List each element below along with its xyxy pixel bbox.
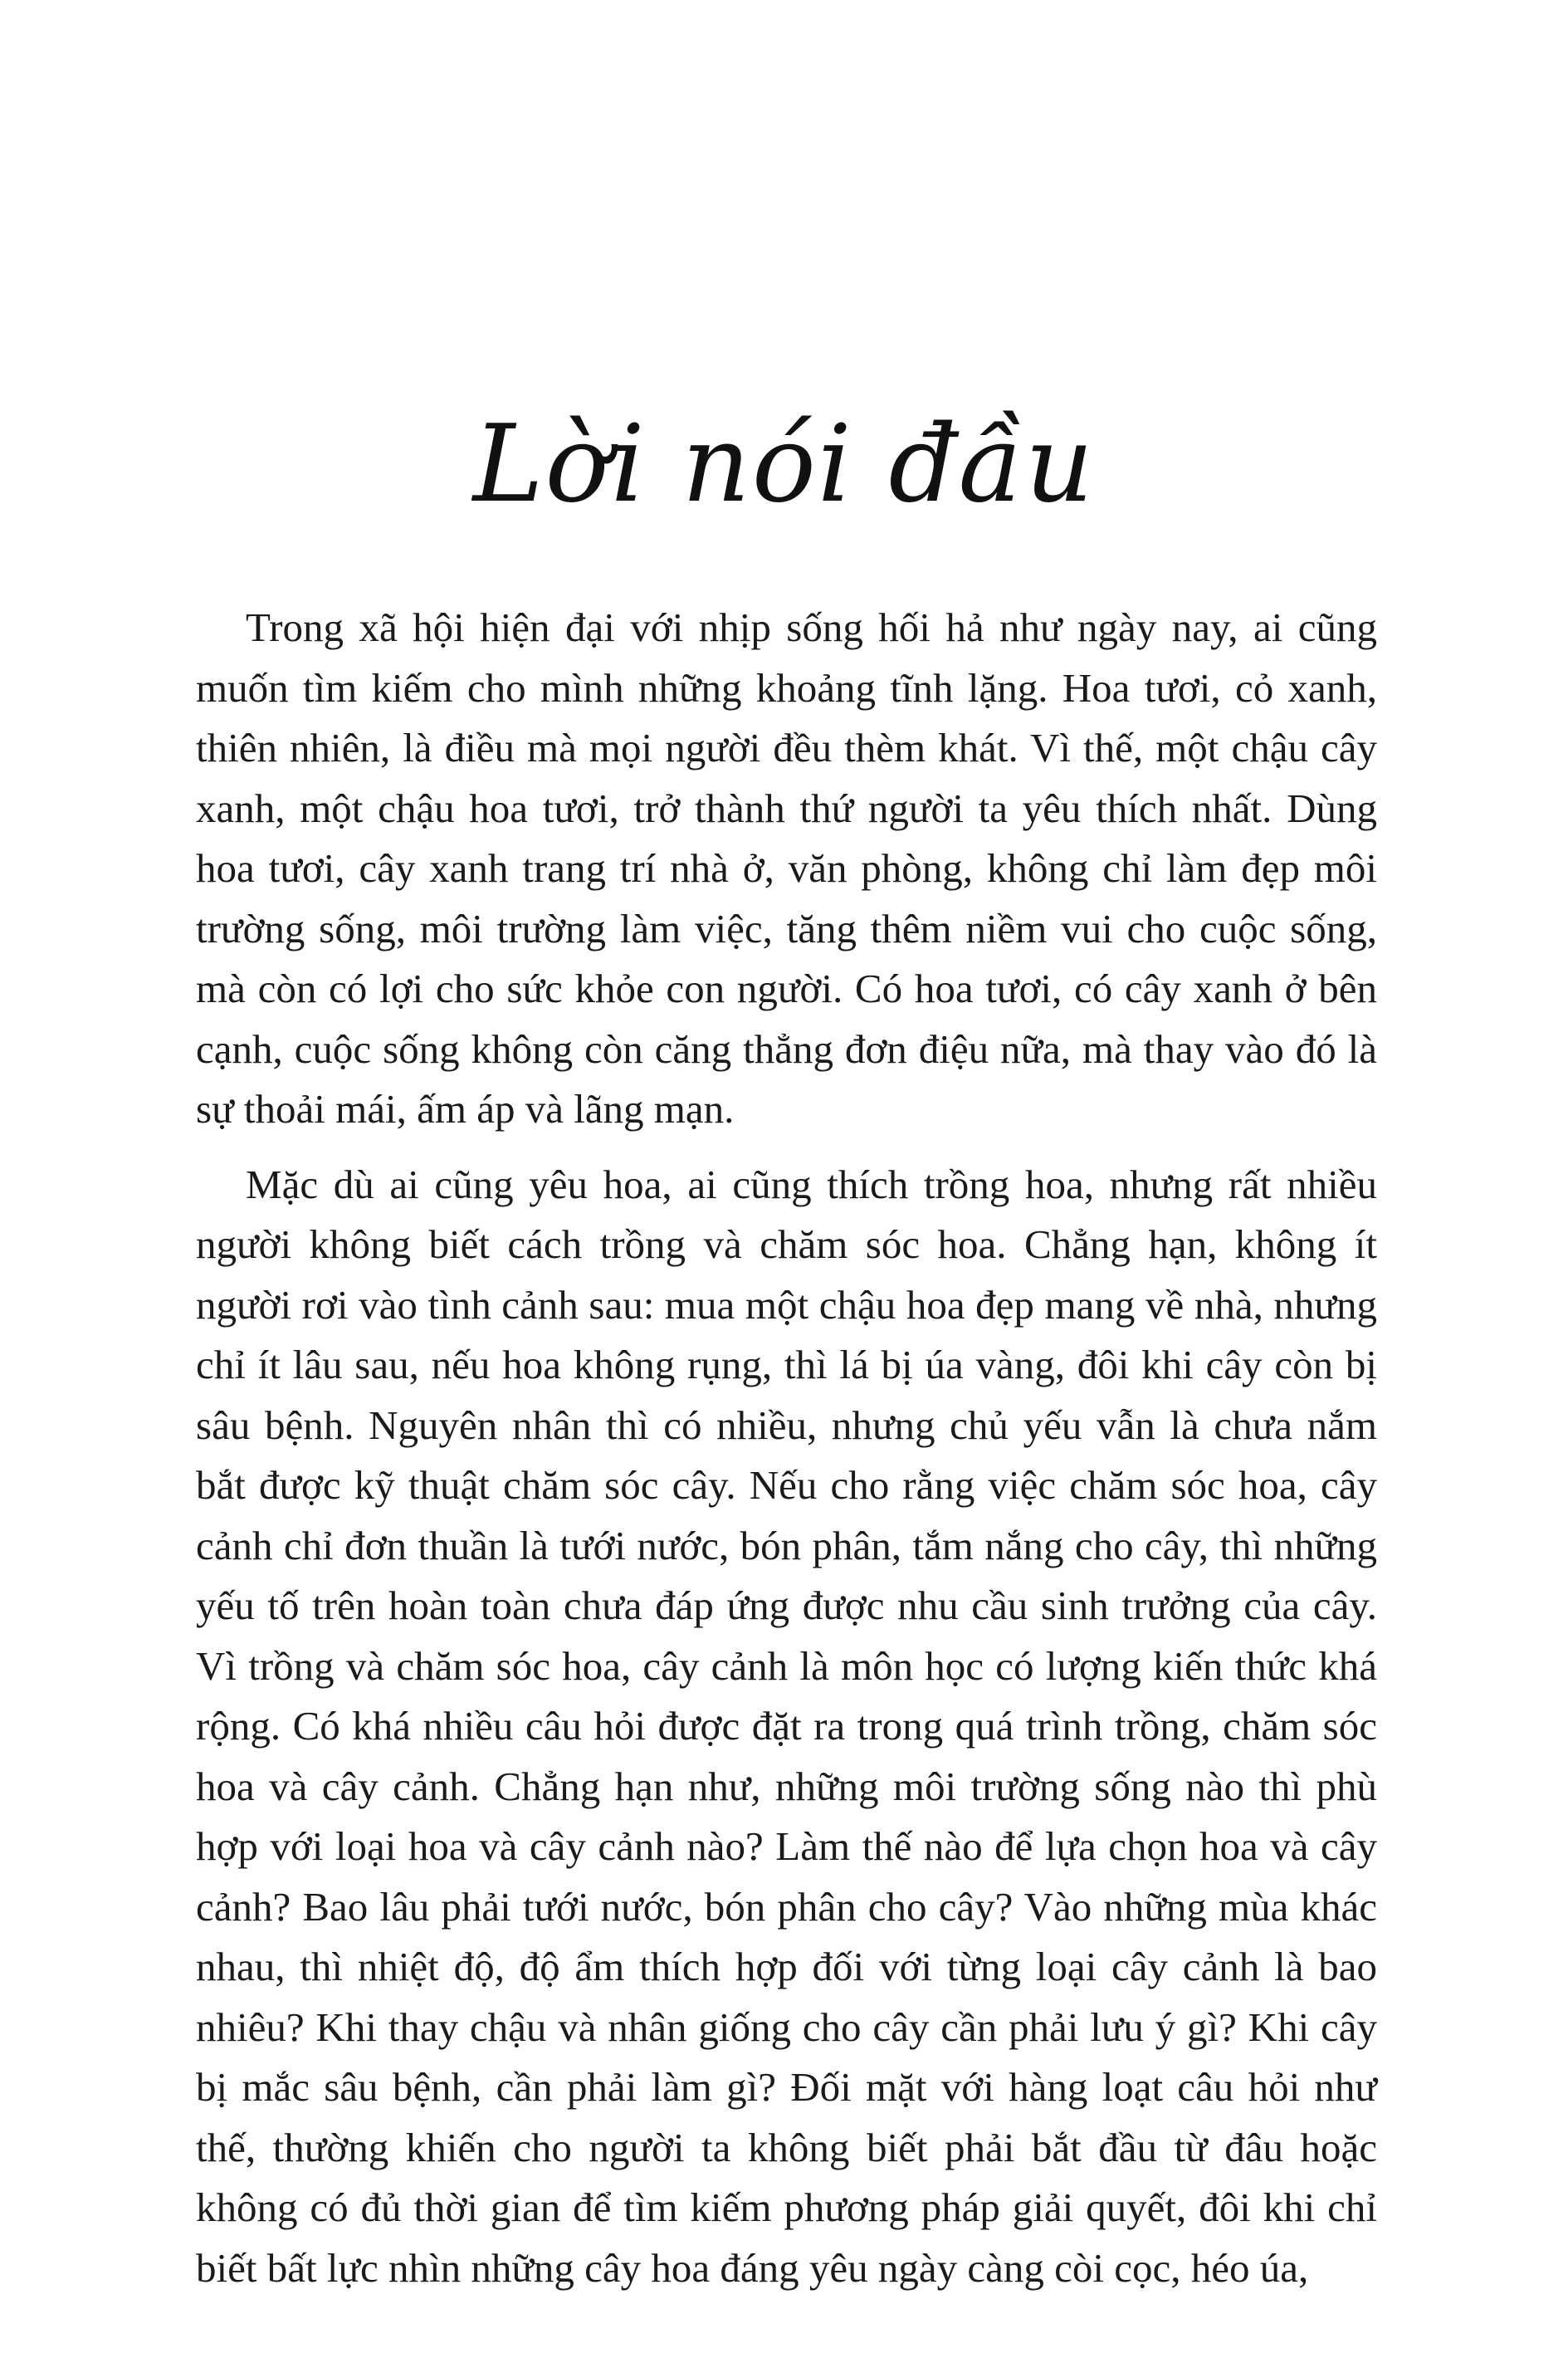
paragraph-2: Mặc dù ai cũng yêu hoa, ai cũng thích trồng hoa, nhưng rất nhiều người không biết cách trồng và chăm sóc hoa. Chẳng hạn, không ít người rơi vào tình cảnh sau: mua một chậu hoa đẹp mang về nhà, nhưng chỉ ít lâu sau, nếu hoa không rụng, thì lá bị úa vàng, đôi khi cây còn bị sâu bệnh. Nguyên nhân thì có nhiều, nhưng chủ yếu vẫn là chưa nắm bắt được kỹ thuật chăm sóc cây. Nếu cho rằng việc chăm sóc hoa, cây cảnh chỉ đơn thuần là tưới nước, bón phân, tắm nắng cho cây, thì những yếu tố trên hoàn toàn chưa đáp ứng được nhu cầu sinh trưởng của cây. Vì trồng và chăm sóc hoa, cây cảnh là môn học có lượng kiến thức khá rộng. Có khá nhiều câu hỏi được đặt ra trong quá trình trồng, chăm sóc hoa và cây cảnh. Chẳng hạn như, những môi trường sống nào thì phù hợp với loại hoa và cây cảnh nào? Làm thế nào để lựa chọn hoa và cây cảnh? Bao lâu phải tưới nước, bón phân cho cây? Vào những mùa khác nhau, thì nhiệt độ, độ ẩm thích hợp đối với từng loại cây cảnh là bao nhiêu? Khi thay chậu và nhân giống cho cây cần phải lưu ý gì? Khi cây bị mắc sâu bệnh, cần phải làm gì? Đối mặt với hàng loạt câu hỏi như thế, thường khiến cho người ta không biết phải bắt đầu từ đâu hoặc không có đủ thời gian để tìm kiếm phương pháp giải quyết, đôi khi chỉ biết bất lực nhìn những cây hoa đáng yêu ngày càng còi cọc, héo úa, xyxy=(196,1161,1377,2291)
paragraph-1: Trong xã hội hiện đại với nhịp sống hối hả như ngày nay, ai cũng muốn tìm kiếm cho mình những khoảng tĩnh lặng. Hoa tươi, cỏ xanh, thiên nhiên, là điều mà mọi người đều thèm khát. Vì thế, một chậu cây xanh, một chậu hoa tươi, trở thành thứ người ta yêu thích nhất. Dùng hoa tươi, cây xanh trang trí nhà ở, văn phòng, không chỉ làm đẹp môi trường sống, môi trường làm việc, tăng thêm niềm vui cho cuộc sống, mà còn có lợi cho sức khỏe con người. Có hoa tươi, có cây xanh ở bên cạnh, cuộc sống không còn căng thẳng đơn điệu nữa, mà thay vào đó là sự thoải mái, ấm áp và lãng mạn. xyxy=(196,604,1377,1132)
body-text xyxy=(196,598,1377,2298)
page-title: Lời nói đầu xyxy=(472,403,1096,526)
